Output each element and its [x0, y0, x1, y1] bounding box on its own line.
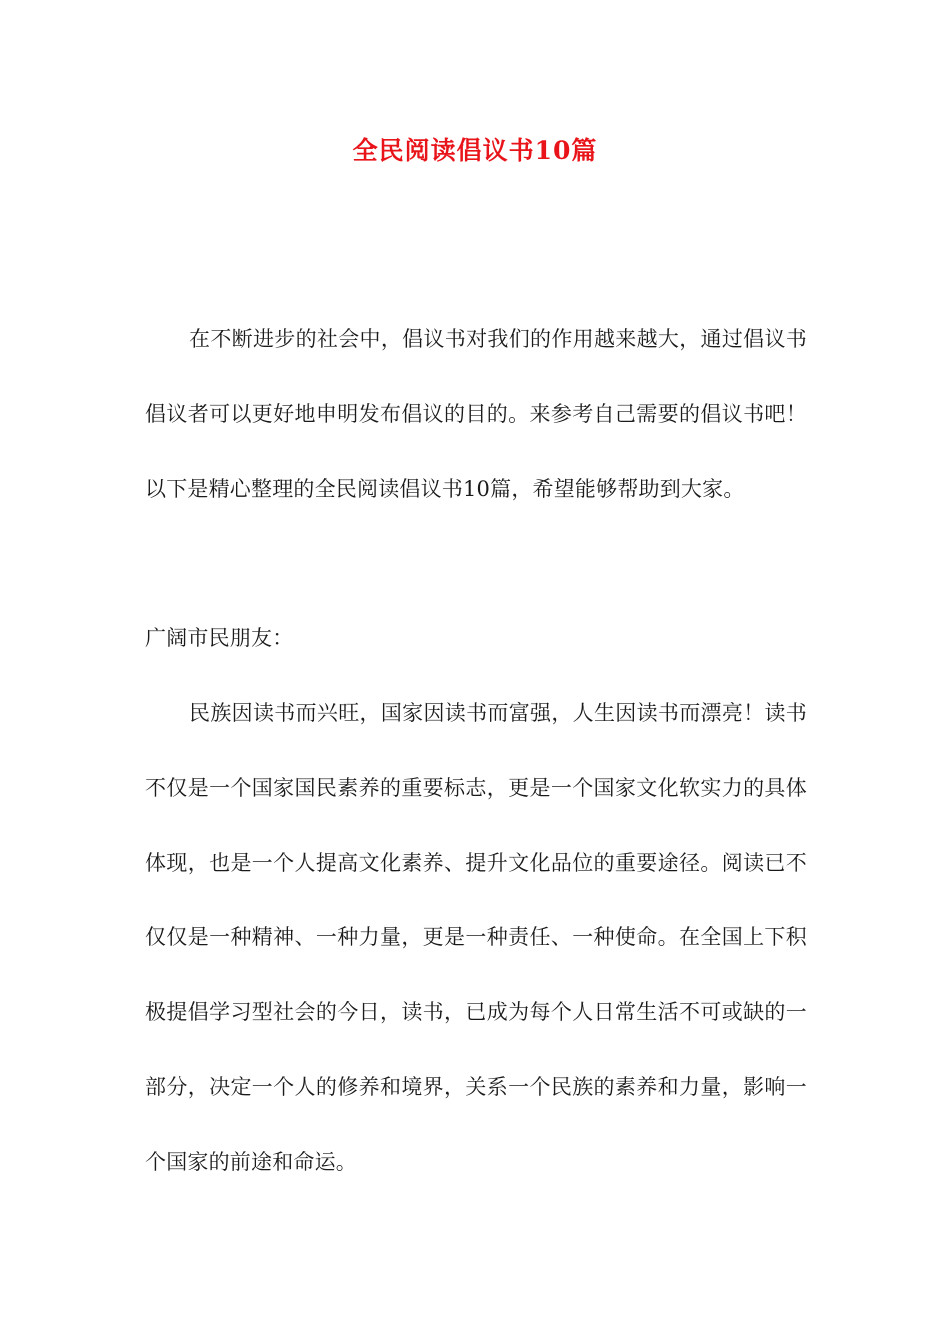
- intro-paragraph: 在不断进步的社会中，倡议书对我们的作用越来越大，通过倡议书倡议者可以更好地申明发布倡议的目的。来参考自己需要的倡议书吧！以下是精心整理的全民阅读倡议书10篇，希望能够帮助到大家。: [145, 327, 807, 501]
- salutation-line: 广阔市民朋友：: [145, 626, 294, 650]
- document-title: 全民阅读倡议书10篇: [352, 136, 598, 165]
- body-paragraph: 民族因读书而兴旺，国家因读书而富强，人生因读书而漂亮！读书不仅是一个国家国民素养的重要标志，更是一个国家文化软实力的具体体现，也是一个人提高文化素养、提升文化品位的重要途径。阅读已不仅仅是一种精神、一种力量，更是一种责任、一种使命。在全国上下积极提倡学习型社会的今日，读书，已成为每个人日常生活不可或缺的一部分，决定一个人的修养和境界，关系一个民族的素养和力量，影响一个国家的前途和命运。: [145, 701, 807, 1174]
